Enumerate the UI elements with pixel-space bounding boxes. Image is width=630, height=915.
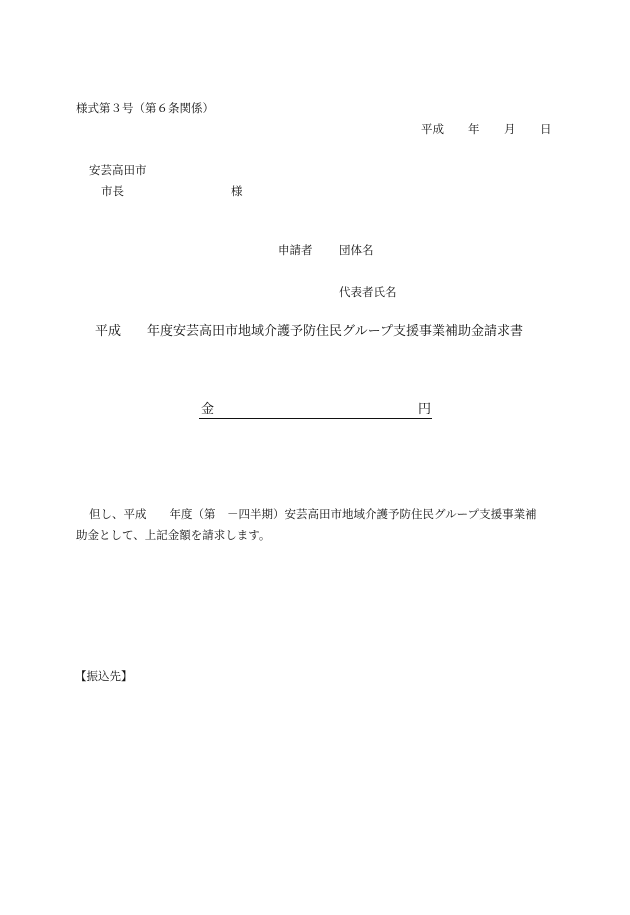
applicant-label: 申請者: [278, 243, 313, 257]
group-name-label: 団体名: [339, 243, 374, 257]
document-title: 年度安芸高田市地域介護予防住民グループ支援事業補助金請求書: [147, 324, 523, 339]
addressee-honorific: 様: [231, 184, 243, 198]
date-day: 日: [540, 122, 552, 136]
form-number: 様式第３号（第６条関係）: [76, 101, 214, 115]
addressee-city: 安芸高田市: [89, 163, 147, 177]
date-era: 平成: [421, 122, 444, 136]
amount-underline: [199, 418, 432, 419]
amount-unit: 円: [418, 402, 432, 417]
representative-name-label: 代表者氏名: [339, 285, 397, 299]
date-month: 月: [504, 122, 516, 136]
body-text-line-2: 助金として、上記金額を請求します。: [76, 528, 271, 542]
addressee-title: 市長: [101, 184, 124, 198]
amount-prefix: 金: [201, 402, 215, 417]
body-text-line-1: 但し、平成 年度（第 －四半期）安芸高田市地域介護予防住民グループ支援事業補: [89, 507, 537, 521]
transfer-destination-label: 【振込先】: [75, 669, 133, 683]
document-title-era: 平成: [95, 324, 122, 339]
date-year: 年: [468, 122, 480, 136]
